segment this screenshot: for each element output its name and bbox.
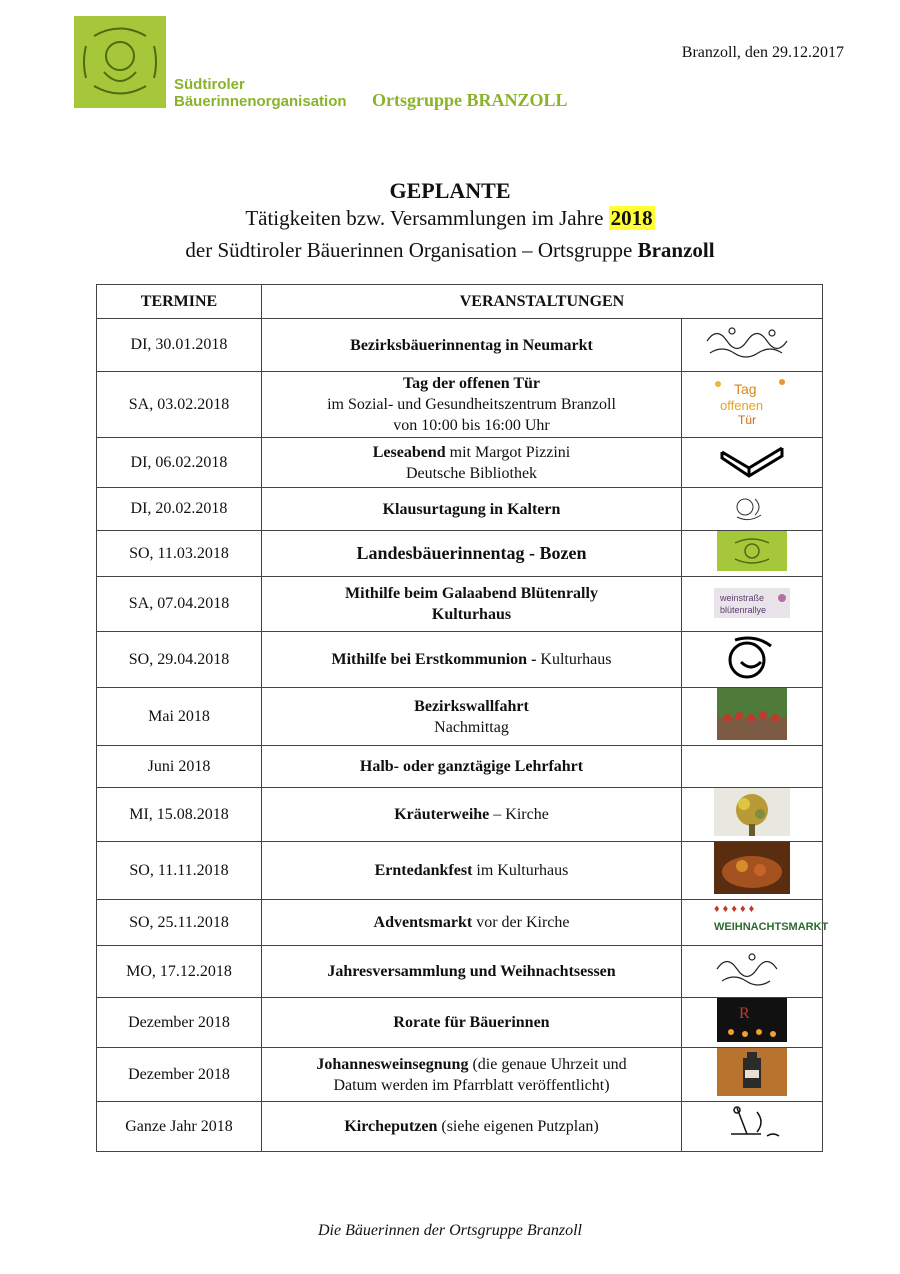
candles-icon (717, 998, 787, 1047)
event-title: Erntedankfest (374, 862, 473, 879)
event-title: Halb- oder ganztägige Lehrfahrt (359, 758, 584, 775)
table-header-row (97, 285, 823, 319)
table-row (97, 1048, 823, 1102)
event-title: Adventsmarkt (373, 914, 473, 931)
event-title: Landesbäuerinnentag - Bozen (356, 542, 587, 563)
event-subline: Deutsche Bibliothek (405, 464, 538, 482)
logo-line1: Südtiroler (174, 76, 245, 93)
table-row (97, 900, 823, 946)
table-row (97, 438, 823, 488)
table-row (97, 632, 823, 688)
event-date: DI, 20.02.2018 (97, 488, 262, 531)
event-title: Mithilfe beim Galaabend Blütenrally (345, 585, 598, 602)
svg-text:weinstraße: weinstraße (720, 592, 765, 603)
table-row (97, 746, 823, 788)
event-title: Bezirksbäuerinnentag in Neumarkt (350, 336, 593, 354)
organisation-logo (74, 16, 360, 108)
event-title-line (266, 543, 677, 565)
event-date: Juni 2018 (97, 746, 262, 788)
event-image-cell (682, 531, 823, 577)
logo-text (174, 76, 347, 110)
event-image-cell (682, 946, 823, 998)
event-title-line (266, 499, 677, 520)
harvest-icon (714, 842, 790, 899)
col-veranstaltungen: VERANSTALTUNGEN (262, 285, 823, 319)
event-title: Rorate für Bäuerinnen (393, 1014, 550, 1031)
event-title: Klausurtagung in Kaltern (382, 500, 561, 518)
herbs-icon (714, 788, 790, 841)
communion-icon (717, 632, 787, 687)
event-image-cell (682, 1102, 823, 1152)
event-image-cell (682, 900, 829, 946)
heading-geplante: GEPLANTE (389, 178, 511, 203)
heading-line3 (0, 238, 900, 263)
heading-branzoll: Branzoll (637, 238, 715, 262)
event-description (262, 1102, 682, 1152)
event-description (262, 488, 682, 531)
event-title: Bezirkswallfahrt (414, 697, 529, 715)
event-image-cell (682, 577, 823, 632)
group-photo-icon (717, 688, 787, 745)
table-row (97, 998, 823, 1048)
svg-text:WEIHNACHTSMARKT: WEIHNACHTSMARKT (714, 921, 829, 933)
event-title-line (266, 335, 677, 356)
event-date: SA, 07.04.2018 (97, 577, 262, 632)
event-date: Mai 2018 (97, 688, 262, 746)
event-description (262, 688, 682, 746)
event-title: Johannesweinsegnung (316, 1055, 469, 1073)
event-title-line (266, 696, 677, 717)
event-description (262, 900, 682, 946)
event-date: DI, 30.01.2018 (97, 319, 262, 372)
event-description (262, 1048, 682, 1102)
svg-text:blütenrallye: blütenrallye (720, 604, 767, 615)
event-image-cell (682, 632, 823, 688)
event-title-line (266, 1054, 677, 1075)
event-description (262, 998, 682, 1048)
cleaning-icon (717, 1102, 787, 1151)
doodle-icon (702, 321, 802, 370)
open-day-icon (712, 374, 792, 435)
table-row (97, 688, 823, 746)
event-extra: vor der Kirche (472, 914, 570, 931)
event-title: Jahresversammlung und Weihnachtsessen (327, 963, 616, 980)
event-image-cell (682, 488, 823, 531)
event-subline: Datum werden im Pfarrblatt veröffentlicht) (333, 1076, 610, 1094)
logo-thumb-icon (717, 531, 787, 576)
event-image-cell (682, 998, 823, 1048)
event-image-cell (682, 372, 823, 438)
event-title-line (266, 756, 677, 777)
table-row (97, 946, 823, 998)
event-description (262, 372, 682, 438)
svg-text:offenen: offenen (720, 398, 764, 413)
table-row (97, 319, 823, 372)
event-date: SO, 29.04.2018 (97, 632, 262, 688)
event-date: Dezember 2018 (97, 998, 262, 1048)
event-description (262, 531, 682, 577)
event-date: Ganze Jahr 2018 (97, 1102, 262, 1152)
events-table (96, 284, 829, 1152)
table-row (97, 531, 823, 577)
event-title-line (266, 373, 677, 394)
event-extra: mit Margot Pizzini (445, 443, 571, 461)
event-description (262, 632, 682, 688)
heading-line3-text: der Südtiroler Bäuerinnen Organisation – Ortsgruppe (185, 238, 633, 262)
event-date: SO, 11.03.2018 (97, 531, 262, 577)
wine-icon (717, 1048, 787, 1101)
event-date: DI, 06.02.2018 (97, 438, 262, 488)
event-title-line (266, 442, 677, 463)
event-extra: Kulturhaus (536, 651, 612, 668)
event-image-cell (682, 842, 823, 900)
event-title: Kircheputzen (344, 1118, 438, 1135)
event-extra: – Kirche (489, 806, 549, 823)
doodle2-icon (712, 947, 792, 996)
svg-text:♦ ♦ ♦ ♦ ♦: ♦ ♦ ♦ ♦ ♦ (714, 903, 755, 915)
svg-text:R: R (739, 1005, 750, 1022)
event-title: Kräuterweihe (394, 806, 490, 823)
event-title-line (266, 583, 677, 604)
event-date: SO, 25.11.2018 (97, 900, 262, 946)
event-title-line (266, 1012, 677, 1033)
svg-text:Tür: Tür (738, 413, 756, 427)
heading-line2-text: Tätigkeiten bzw. Versammlungen im Jahre (245, 206, 604, 230)
event-date: MO, 17.12.2018 (97, 946, 262, 998)
table-row (97, 788, 823, 842)
footer-signature: Die Bäuerinnen der Ortsgruppe Branzoll (318, 1222, 582, 1239)
logo-line2: Bäuerinnenorganisation (174, 93, 347, 110)
event-title-line (266, 860, 677, 881)
event-description (262, 946, 682, 998)
event-subline: im Sozial- und Gesundheitszentrum Branzoll (327, 396, 616, 413)
table-row (97, 372, 823, 438)
weihnachtsmarkt-icon (712, 900, 829, 945)
event-title-line (266, 912, 677, 933)
event-subline2: von 10:00 bis 16:00 Uhr (393, 417, 550, 434)
event-date: SA, 03.02.2018 (97, 372, 262, 438)
event-title-line (266, 649, 677, 670)
event-image-cell (682, 438, 823, 488)
event-image-cell (682, 319, 823, 372)
event-date: Dezember 2018 (97, 1048, 262, 1102)
col-termine: TERMINE (97, 285, 262, 319)
event-title-line (266, 961, 677, 982)
year-highlight: 2018 (610, 206, 653, 230)
event-description (262, 319, 682, 372)
event-extra: im Kulturhaus (472, 862, 569, 879)
ortsgruppe-label: Ortsgruppe BRANZOLL (372, 90, 568, 110)
bluetenrally-icon (712, 582, 792, 627)
event-extra: (die genaue Uhrzeit und (468, 1055, 627, 1073)
book-icon (717, 438, 787, 487)
heading-line2 (0, 206, 900, 231)
event-subline: Kulturhaus (431, 606, 512, 623)
event-extra: (siehe eigenen Putzplan) (437, 1118, 599, 1135)
event-description (262, 788, 682, 842)
sketch-icon (727, 489, 777, 530)
event-title: Tag der offenen Tür (402, 375, 541, 392)
event-title: Mithilfe bei Erstkommunion - (331, 651, 537, 668)
svg-text:Tag: Tag (734, 381, 757, 397)
table-row (97, 842, 823, 900)
event-title-line (266, 804, 677, 825)
event-description (262, 438, 682, 488)
event-date: MI, 15.08.2018 (97, 788, 262, 842)
event-title-line (266, 1116, 677, 1137)
event-date: SO, 11.11.2018 (97, 842, 262, 900)
event-image-cell (682, 746, 823, 788)
event-image-cell (682, 688, 823, 746)
event-subline: Nachmittag (434, 718, 509, 736)
letter-date: Branzoll, den 29.12.2017 (681, 44, 844, 61)
table-row (97, 1102, 823, 1152)
event-title: Leseabend (372, 443, 446, 461)
event-description (262, 842, 682, 900)
logo-emblem-icon (74, 16, 166, 108)
event-description (262, 577, 682, 632)
table-row (97, 488, 823, 531)
event-image-cell (682, 1048, 823, 1102)
table-row (97, 577, 823, 632)
event-image-cell (682, 788, 823, 842)
event-description (262, 746, 682, 788)
